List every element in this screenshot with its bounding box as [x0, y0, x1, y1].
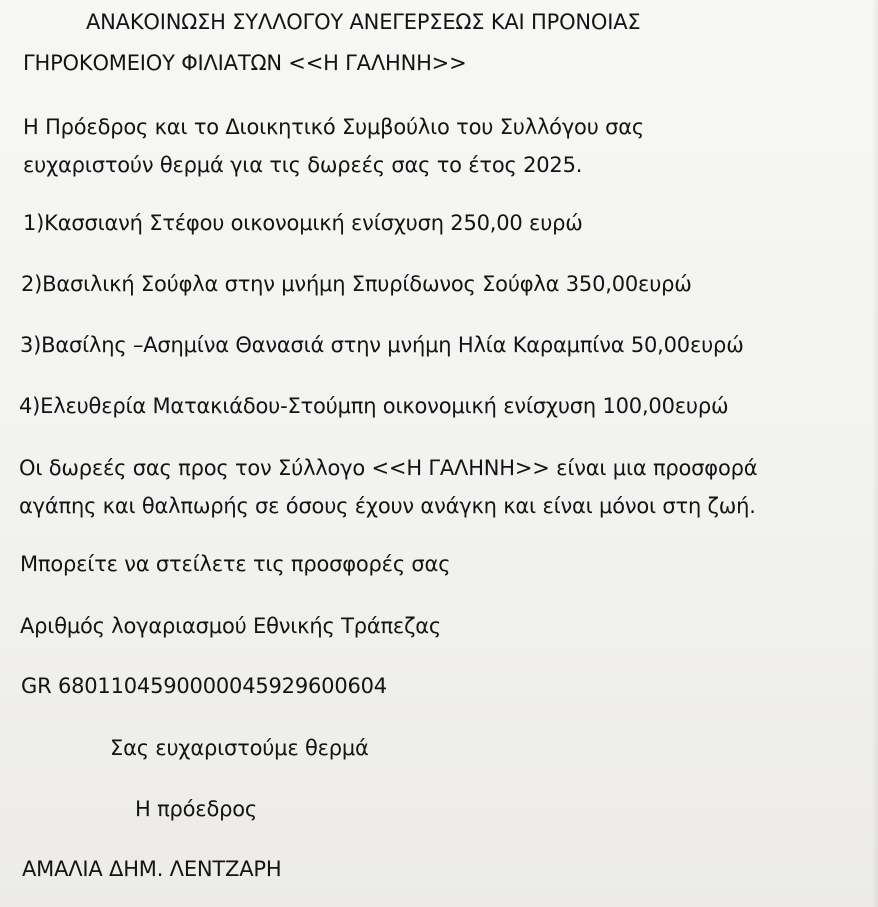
donation-item-1: 1)Κασσιανή Στέφου οικονομική ενίσχυση 250,00 ευρώ [23, 211, 583, 235]
thanks-text: Σας ευχαριστούμε θερμά [110, 736, 369, 760]
donation-item-3: 3)Βασίλης –Ασημίνα Θανασιά στην μνήμη Ηλία Καραμπίνα 50,00ευρώ [20, 333, 744, 357]
document-title-line-2: ΓΗΡΟΚΟΜΕΙΟΥ ΦΙΛΙΑΤΩΝ <<Η ΓΑΛΗΝΗ>> [23, 51, 467, 75]
document-title-line-1: ΑΝΑΚΟΙΝΩΣΗ ΣΥΛΛΟΓΟΥ ΑΝΕΓΕΡΣΕΩΣ ΚΑΙ ΠΡΟΝΟΙΑΣ [86, 10, 641, 34]
paper-edge-shadow [872, 0, 878, 907]
intro-line-1: Η Πρόεδρος και το Διοικητικό Συμβούλιο του Συλλόγου σας [23, 115, 644, 139]
closing-line-1: Οι δωρεές σας προς τον Σύλλογο <<Η ΓΑΛΗΝΗ>> είναι μια προσφορά [19, 456, 758, 480]
president-title: Η πρόεδρος [135, 797, 257, 821]
closing-line-2: αγάπης και θαλπωρής σε όσους έχουν ανάγκη και είναι μόνοι στη ζωή. [19, 494, 756, 518]
intro-line-2: ευχαριστούν θερμά για τις δωρεές σας το έτος 2025. [23, 153, 583, 177]
bank-account-label: Αριθμός λογαριασμού Εθνικής Τράπεζας [20, 614, 442, 638]
donation-item-2: 2)Βασιλική Σούφλα στην μνήμη Σπυρίδωνος Σούφλα 350,00ευρώ [21, 272, 692, 296]
president-name: ΑΜΑΛΙΑ ΔΗΜ. ΛΕΝΤΖΑΡΗ [22, 857, 282, 881]
donation-item-4: 4)Ελευθερία Ματακιάδου-Στούμπη οικονομική ενίσχυση 100,00ευρώ [19, 394, 729, 418]
send-offers-text: Μπορείτε να στείλετε τις προσφορές σας [20, 552, 451, 576]
iban-number: GR 6801104590000045929600604 [21, 674, 387, 698]
